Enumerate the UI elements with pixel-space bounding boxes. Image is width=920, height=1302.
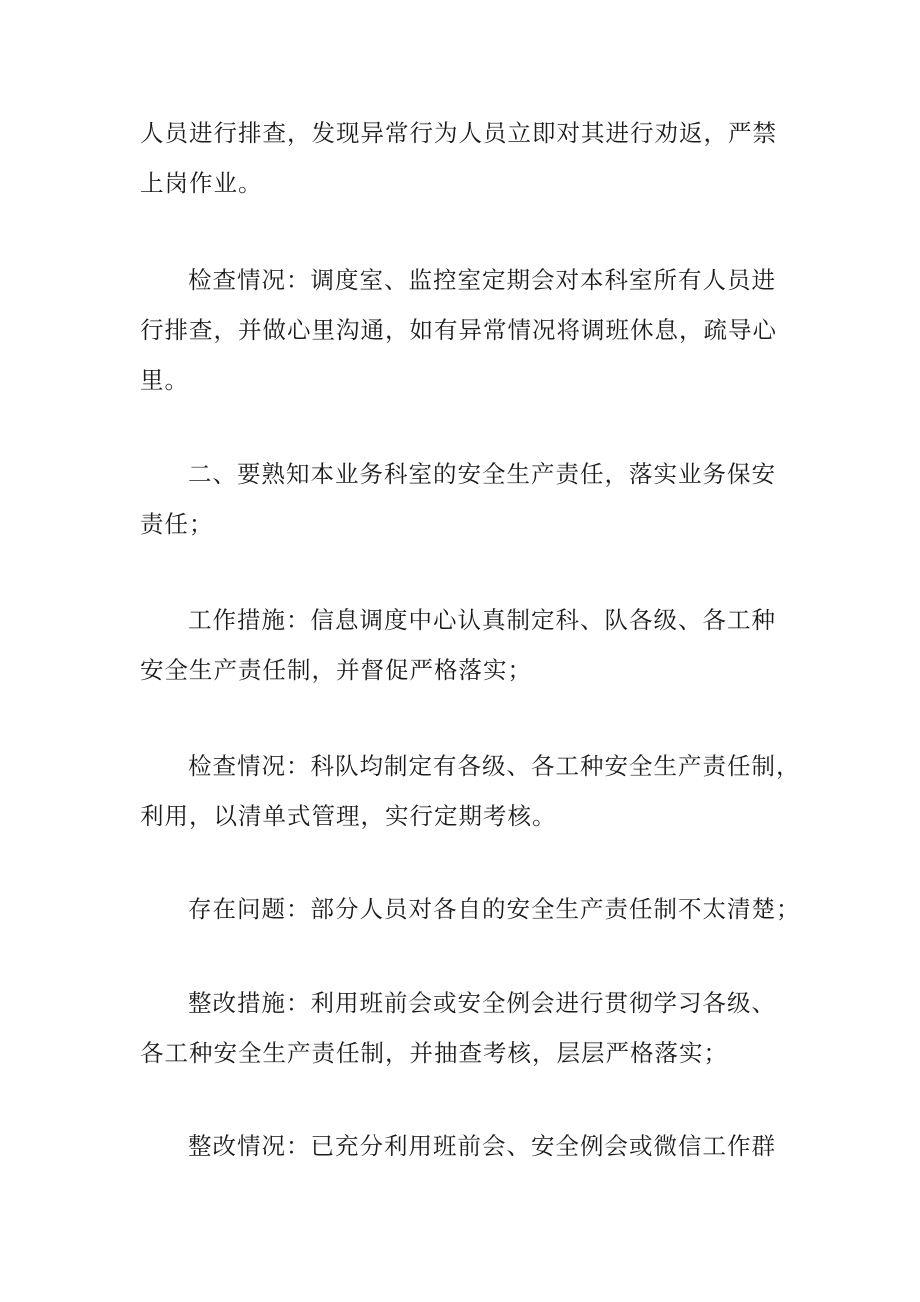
paragraph-rectification-measures <box>140 978 790 1078</box>
text-line: 各工种安全生产责任制，并抽查考核，层层严格落实； <box>140 1039 728 1067</box>
paragraph-existing-problems <box>140 884 801 934</box>
text-line: 存在问题：部分人员对各自的安全生产责任制不太清楚； <box>188 895 801 923</box>
text-line: 二、要熟知本业务科室的安全生产责任，落实业务保安 <box>188 460 776 488</box>
text-line: 利用，以清单式管理，实行定期考核。 <box>140 802 557 830</box>
text-line: 检查情况：科队均制定有各级、各工种安全生产责任制， <box>188 752 801 780</box>
paragraph-rectification-status <box>140 1121 790 1171</box>
text-line: 人员进行排查，发现异常行为人员立即对其进行劝返，严禁 <box>140 119 777 147</box>
paragraph-work-measures <box>140 595 790 695</box>
text-line: 工作措施：信息调度中心认真制定科、队各级、各工种 <box>188 606 776 634</box>
text-line: 里。 <box>140 366 189 394</box>
text-line: 责任； <box>140 510 214 538</box>
text-line: 整改情况：已充分利用班前会、安全例会或微信工作群 <box>188 1132 776 1160</box>
text-line: 安全生产责任制，并督促严格落实； <box>140 656 532 684</box>
paragraph-screening-continuation <box>140 108 790 208</box>
paragraph-inspection-status-1 <box>140 255 790 405</box>
text-line: 检查情况：调度室、监控室定期会对本科室所有人员进 <box>188 266 776 294</box>
text-line: 整改措施：利用班前会或安全例会进行贯彻学习各级、 <box>188 989 776 1017</box>
text-line: 上岗作业。 <box>140 169 263 197</box>
paragraph-section-two-heading <box>140 449 790 549</box>
text-line: 行排查，并做心里沟通，如有异常情况将调班休息，疏导心 <box>140 316 777 344</box>
paragraph-inspection-status-2 <box>140 741 801 841</box>
